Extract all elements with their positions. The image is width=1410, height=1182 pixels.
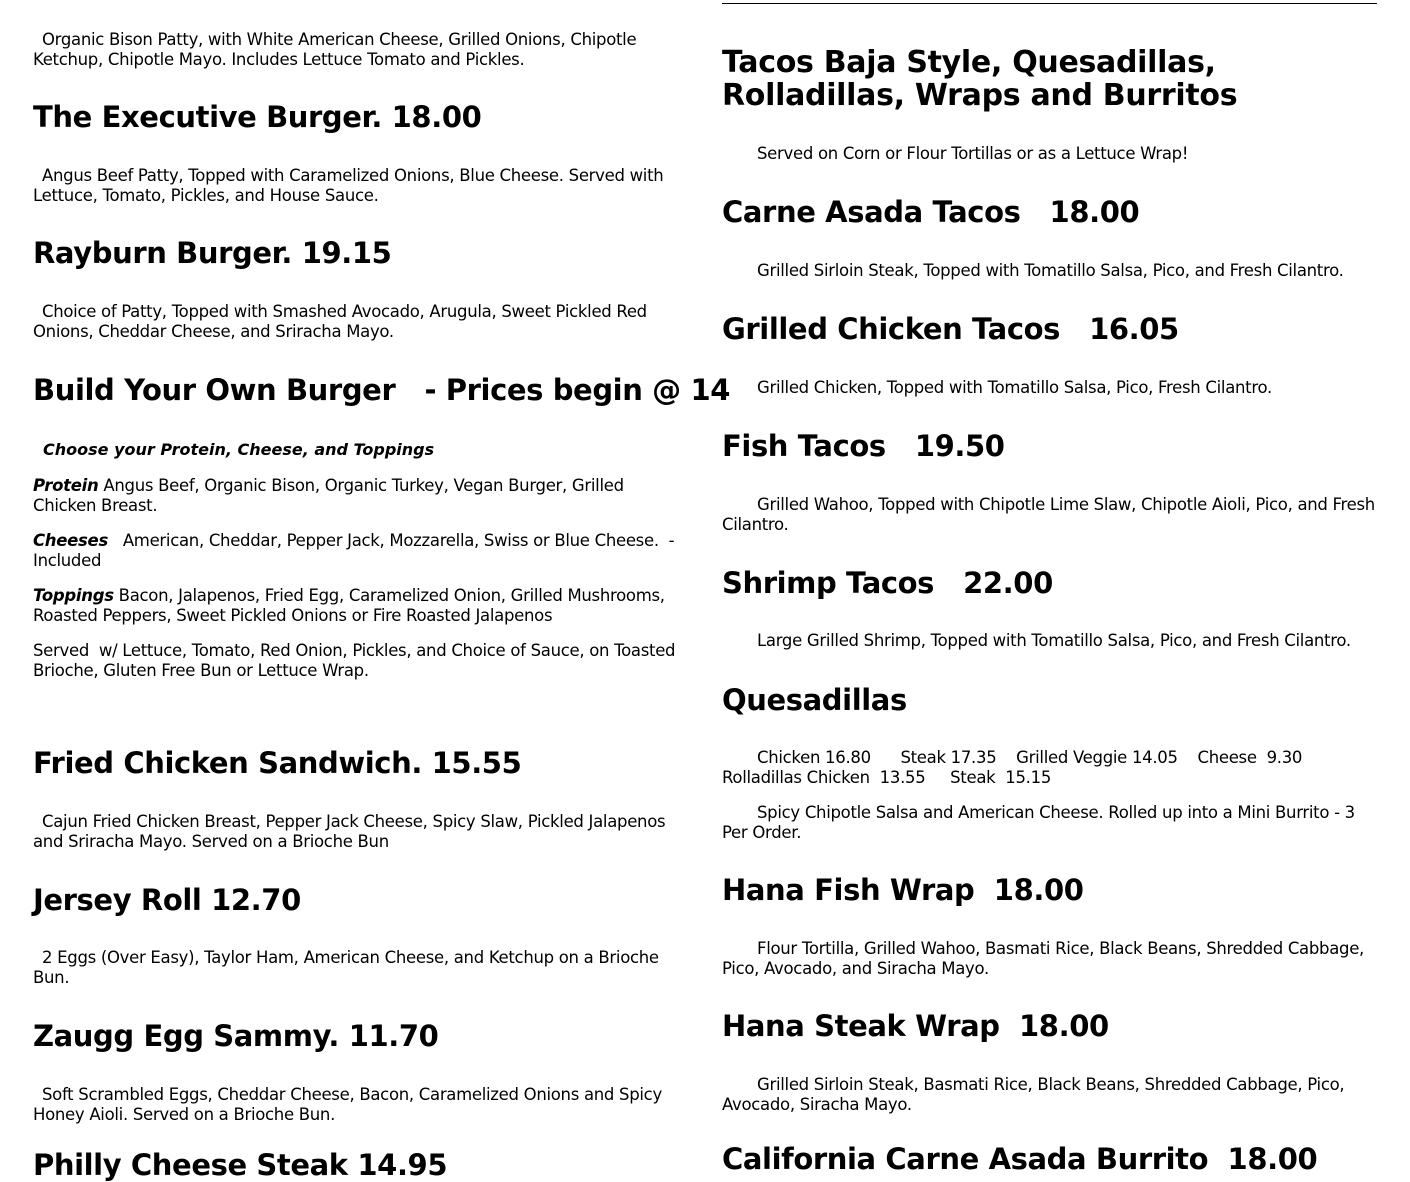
byo-protein-line [33,476,688,515]
item-description-grilled-chicken-tacos: Grilled Chicken, Topped with Tomatillo Salsa, Pico, Fresh Cilantro. [757,378,1272,397]
byo-protein-label: Protein [33,476,99,495]
item-title-rayburn-burger: Rayburn Burger. 19.15 [33,236,392,270]
item-title-build-your-own-burger: Build Your Own Burger - Prices begin @ 14 [33,373,731,407]
byo-protein-options: Angus Beef, Organic Bison, Organic Turkey, Vegan Burger, Grilled Chicken Breast. [33,476,624,515]
item-title-hana-steak-wrap: Hana Steak Wrap 18.00 [722,1009,1109,1043]
byo-toppings-line [33,586,688,625]
item-prices-quesadillas: Chicken 16.80 Steak 17.35 Grilled Veggie 14.05 Cheese 9.30 Rolladillas Chicken 13.55 Steak 15.15 [722,748,1308,787]
item-description-shrimp-tacos: Large Grilled Shrimp, Topped with Tomatillo Salsa, Pico, and Fresh Cilantro. [757,631,1351,650]
item-description-rolladillas: Spicy Chipotle Salsa and American Cheese. Rolled up into a Mini Burrito - 3 Per Order. [722,803,1355,842]
item-title-fish-tacos: Fish Tacos 19.50 [722,429,1005,463]
item-title-executive-burger: The Executive Burger. 18.00 [33,100,482,134]
item-description-fish-tacos: Grilled Wahoo, Topped with Chipotle Lime Slaw, Chipotle Aioli, Pico, and Fresh Cilantro. [722,495,1375,534]
byo-cheeses-line [33,531,688,570]
item-description-zaugg-egg-sammy: Soft Scrambled Eggs, Cheddar Cheese, Bacon, Caramelized Onions and Spicy Honey Aioli. Served on a Brioche Bun. [33,1085,662,1124]
section-divider-line [722,3,1377,4]
item-description-carne-asada-tacos: Grilled Sirloin Steak, Topped with Tomatillo Salsa, Pico, and Fresh Cilantro. [757,261,1344,280]
item-title-shrimp-tacos: Shrimp Tacos 22.00 [722,566,1053,600]
item-title-hana-fish-wrap: Hana Fish Wrap 18.00 [722,873,1084,907]
item-description-fried-chicken-sandwich: Cajun Fried Chicken Breast, Pepper Jack Cheese, Spicy Slaw, Pickled Jalapenos and Sriracha Mayo. Served on a Brioche Bun [33,812,666,851]
byo-toppings-label: Toppings [33,586,114,605]
item-title-carne-asada-tacos: Carne Asada Tacos 18.00 [722,195,1140,229]
item-description-rayburn-burger: Choice of Patty, Topped with Smashed Avocado, Arugula, Sweet Pickled Red Onions, Cheddar Cheese, and Sriracha Mayo. [33,302,647,341]
item-title-jersey-roll: Jersey Roll 12.70 [33,883,301,917]
section-description-tacos: Served on Corn or Flour Tortillas or as a Lettuce Wrap! [757,144,1189,163]
item-description-bison: Organic Bison Patty, with White American Cheese, Grilled Onions, Chipotle Ketchup, Chipotle Mayo. Includes Lettuce Tomato and Pickles. [33,30,637,69]
item-description-jersey-roll: 2 Eggs (Over Easy), Taylor Ham, American Cheese, and Ketchup on a Brioche Bun. [33,948,659,987]
item-title-grilled-chicken-tacos: Grilled Chicken Tacos 16.05 [722,312,1179,346]
item-description-executive-burger: Angus Beef Patty, Topped with Caramelized Onions, Blue Cheese. Served with Lettuce, Tomato, Pickles, and House Sauce. [33,166,664,205]
byo-cheeses-label: Cheeses [33,531,108,550]
item-title-zaugg-egg-sammy: Zaugg Egg Sammy. 11.70 [33,1019,439,1053]
item-title-california-carne-asada-burrito: California Carne Asada Burrito 18.00 [722,1142,1318,1176]
item-title-philly-cheese-steak: Philly Cheese Steak 14.95 [33,1148,448,1182]
section-title-tacos: Tacos Baja Style, Quesadillas, Rolladillas, Wraps and Burritos [722,45,1238,113]
byo-cheeses-options: American, Cheddar, Pepper Jack, Mozzarella, Swiss or Blue Cheese. - Included [33,531,680,570]
byo-served-with: Served w/ Lettuce, Tomato, Red Onion, Pickles, and Choice of Sauce, on Toasted Brioche, Gluten Free Bun or Lettuce Wrap. [33,641,681,680]
byo-toppings-options: Bacon, Jalapenos, Fried Egg, Caramelized Onion, Grilled Mushrooms, Roasted Peppers, Sweet Pickled Onions or Fire Roasted Jalapenos [33,586,665,625]
byo-subheading: Choose your Protein, Cheese, and Toppings [43,440,435,459]
item-title-quesadillas: Quesadillas [722,683,907,717]
item-description-hana-fish-wrap: Flour Tortilla, Grilled Wahoo, Basmati Rice, Black Beans, Shredded Cabbage, Pico, Avocado, and Siracha Mayo. [722,939,1364,978]
item-title-fried-chicken-sandwich: Fried Chicken Sandwich. 15.55 [33,746,522,780]
item-description-hana-steak-wrap: Grilled Sirloin Steak, Basmati Rice, Black Beans, Shredded Cabbage, Pico, Avocado, Siracha Mayo. [722,1075,1345,1114]
